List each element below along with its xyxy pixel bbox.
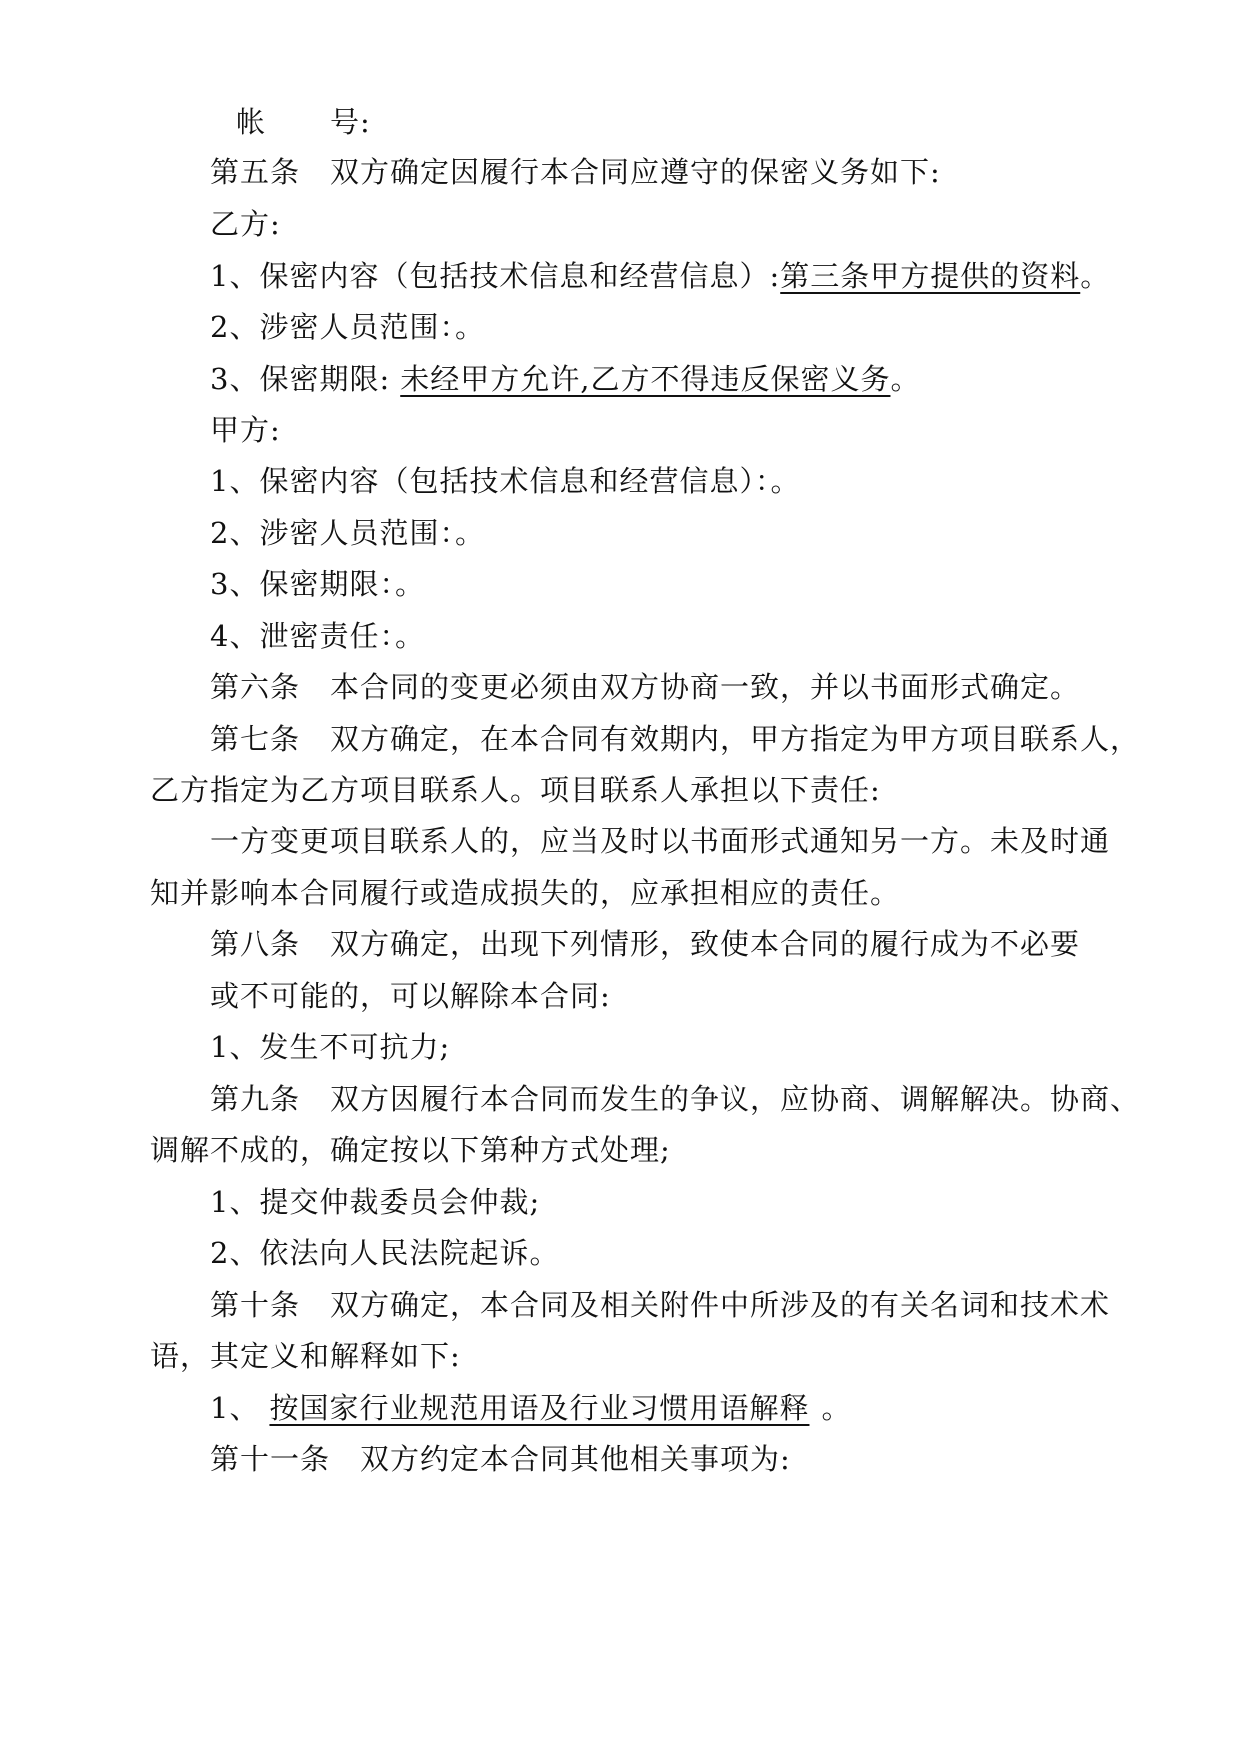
item-text: 3、保密期限: — [210, 362, 391, 396]
article-10-line-1: 第十条 双方确定，本合同及相关附件中所涉及的有关名词和技术术 — [210, 1288, 1111, 1322]
item-text: 1、 — [210, 1391, 260, 1425]
underlined-value-wrap — [259, 1391, 821, 1425]
party-b-item-2: 2、涉密人员范围：。 — [210, 310, 485, 344]
party-a-item-3: 3、保密期限：。 — [210, 567, 425, 601]
article-8-item-1: 1、发生不可抗力; — [210, 1030, 451, 1064]
article-8-line-1: 第八条 双方确定，出现下列情形，致使本合同的履行成为不必要 — [210, 927, 1081, 961]
account-label-part2: 号: — [330, 105, 371, 139]
article-8-line-2: 或不可能的，可以解除本合同: — [210, 979, 611, 1013]
party-b-item-1 — [210, 256, 1110, 296]
article-9-line-2: 调解不成的，确定按以下第种方式处理; — [150, 1133, 671, 1167]
article-6: 第六条 本合同的变更必须由双方协商一致，并以书面形式确定。 — [210, 670, 1081, 704]
article-9-line-1: 第九条 双方因履行本合同而发生的争议，应协商、调解解决。协商、 — [210, 1082, 1141, 1116]
article-7-para-line-1: 一方变更项目联系人的，应当及时以书面形式通知另一方。未及时通 — [210, 824, 1111, 858]
article-11: 第十一条 双方约定本合同其他相关事项为: — [210, 1442, 791, 1476]
item-text-end: 。 — [821, 1391, 852, 1425]
party-a-item-4: 4、泄密责任：。 — [210, 619, 425, 653]
party-a-label: 甲方: — [210, 413, 281, 447]
article-7-line-2: 乙方指定为乙方项目联系人。项目联系人承担以下责任: — [150, 773, 881, 807]
article-7-para-line-2: 知并影响本合同履行或造成损失的，应承担相应的责任。 — [150, 876, 901, 910]
item-text-end: 。 — [1080, 259, 1111, 293]
account-label — [236, 102, 371, 142]
party-b-label: 乙方: — [210, 207, 281, 241]
article-9-item-2: 2、依法向人民法院起诉。 — [210, 1236, 560, 1270]
article-10-line-2: 语，其定义和解释如下: — [150, 1339, 461, 1373]
article-5-heading: 第五条 双方确定因履行本合同应遵守的保密义务如下: — [210, 155, 941, 189]
party-a-item-1: 1、保密内容（包括技术信息和经营信息）：。 — [210, 464, 801, 498]
article-9-item-1: 1、提交仲裁委员会仲裁; — [210, 1185, 541, 1219]
article-10-item-1 — [210, 1388, 851, 1428]
article-7-line-1: 第七条 双方确定，在本合同有效期内，甲方指定为甲方项目联系人， — [210, 722, 1141, 756]
underlined-value: 第三条甲方提供的资料 — [780, 259, 1081, 293]
party-b-item-3 — [210, 359, 920, 399]
party-a-item-2: 2、涉密人员范围：。 — [210, 516, 485, 550]
item-text: 1、保密内容（包括技术信息和经营信息）: — [210, 259, 781, 293]
underlined-value: 未经甲方允许,乙方不得违反保密义务 — [400, 362, 891, 396]
account-label-part1: 帐 — [236, 105, 267, 139]
item-text-end: 。 — [890, 362, 921, 396]
underlined-value: 按国家行业规范用语及行业习惯用语解释 — [269, 1391, 810, 1425]
